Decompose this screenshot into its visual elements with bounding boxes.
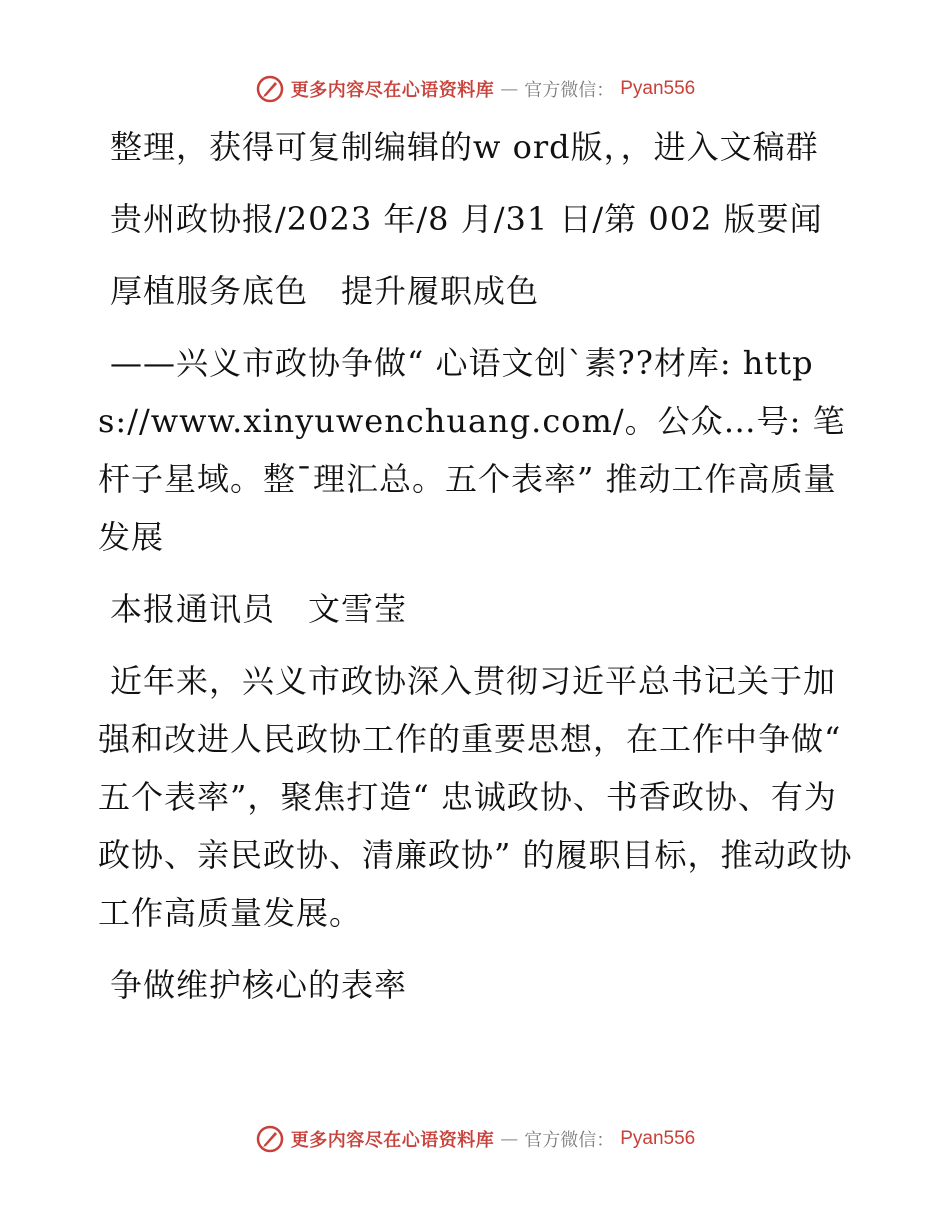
article-title: 厚植服务底色 提升履职成色	[110, 272, 540, 310]
watermark-handle: Pyan556	[620, 78, 696, 99]
paragraph-source: 贵州政协报/2023 年/8 月/31 日/第 002 版要闻	[110, 200, 823, 238]
watermark-handle: Pyan556	[620, 1128, 696, 1149]
watermark-label: 官方微信：	[524, 1130, 615, 1151]
section-heading: 争做维护核心的表率	[110, 966, 408, 1004]
quill-circle-icon	[255, 1124, 285, 1154]
article-subtitle: ——兴义市政协争做“ 心语文创ˋ素??材库: https://www.xinyuwenchuang.com/。公众…号: 笔杆子星域。整¯理汇总。五个表率” 推动工作高质量发展	[98, 344, 846, 556]
article-byline: 本报通讯员 文雪莹	[110, 590, 408, 628]
footer-watermark	[0, 1122, 950, 1156]
watermark-label: 官方微信：	[524, 80, 615, 101]
watermark-separator: —	[500, 78, 519, 100]
quill-circle-icon	[255, 74, 285, 104]
paragraph-intro: 整理，获得可复制编辑的w ord版，，进入文稿群	[110, 128, 819, 166]
watermark-brand: 更多内容尽在心语资料库	[290, 1130, 495, 1151]
watermark-separator: —	[500, 1128, 519, 1150]
watermark-brand: 更多内容尽在心语资料库	[290, 80, 495, 101]
paragraph-body: 近年来，兴义市政协深入贯彻习近平总书记关于加强和改进人民政协工作的重要思想，在工作中争做“ 五个表率”，聚焦打造“ 忠诚政协、书香政协、有为政协、亲民政协、清廉政协” 的履职目标，推动政协工作高质量发展。	[98, 662, 853, 932]
document-body	[98, 118, 858, 1028]
header-watermark	[0, 72, 950, 106]
